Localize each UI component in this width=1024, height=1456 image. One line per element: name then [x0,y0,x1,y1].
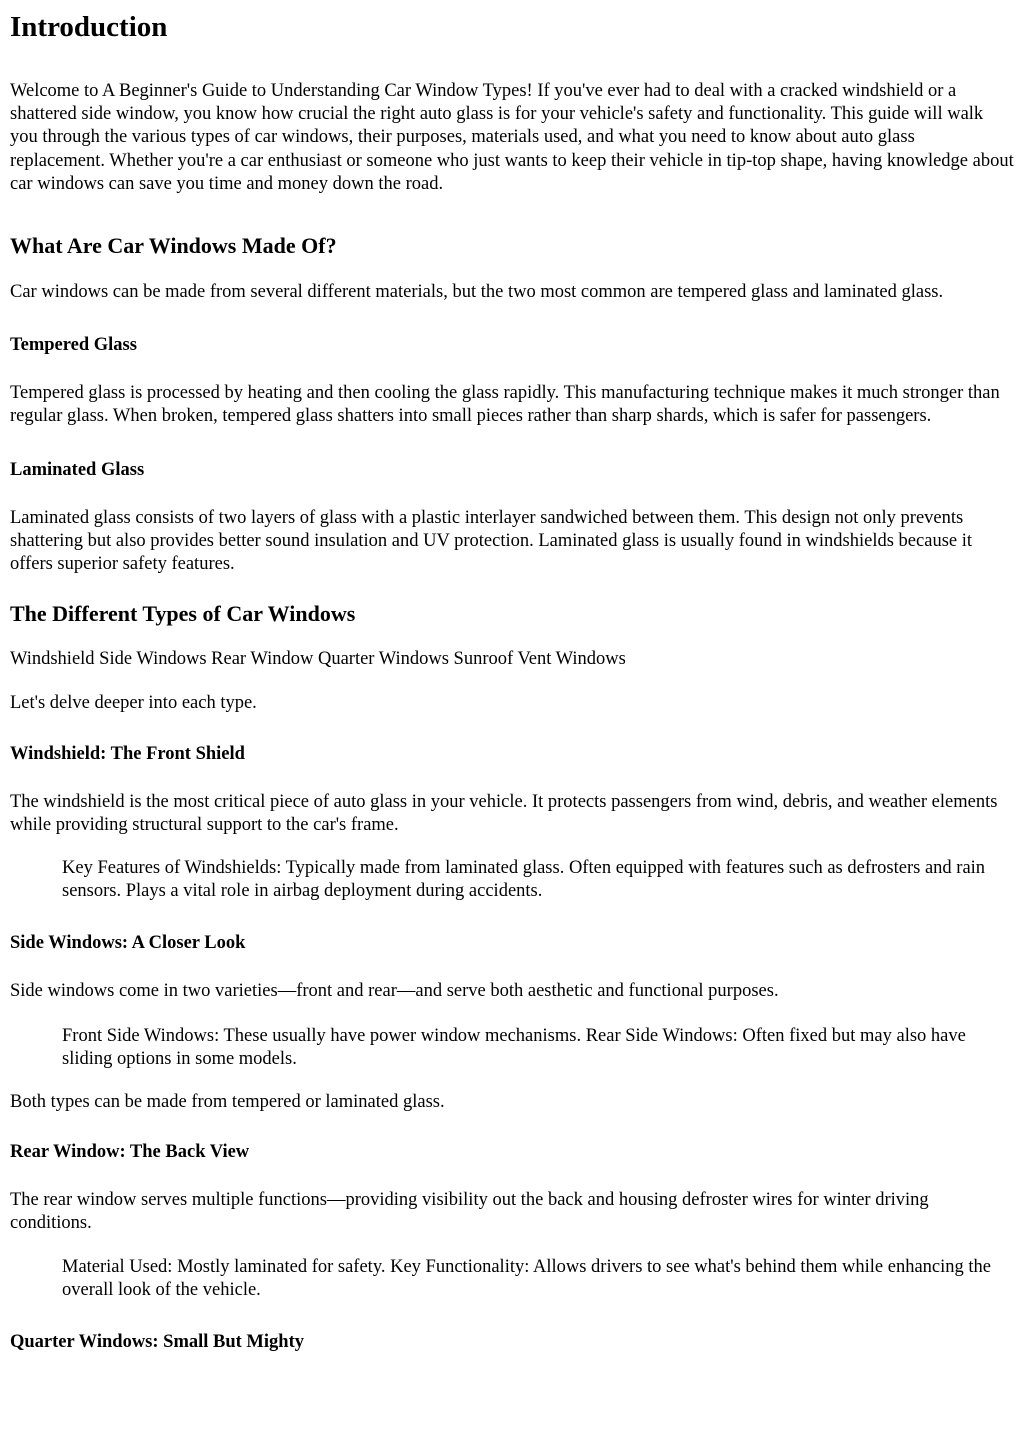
types-list: Windshield Side Windows Rear Window Quarter Windows Sunroof Vent Windows [10,649,626,670]
tempered-paragraph: Tempered glass is processed by heating and then cooling the glass rapidly. This manufacturing technique makes it much stronger than regular glass. When broken, tempered glass shatters into small pieces rather than sharp shards, which is safer for passengers. [10,383,1000,427]
side-heading: Side Windows: A Closer Look [10,933,246,954]
windshield-heading: Windshield: The Front Shield [10,743,245,764]
tempered-heading: Tempered Glass [10,335,137,356]
quarter-heading: Quarter Windows: Small But Mighty [10,1332,304,1353]
side-paragraph: Side windows come in two varieties—front and rear—and serve both aesthetic and functional purposes. [10,981,779,1002]
windshield-features-quote: Key Features of Windshields: Typically made from laminated glass. Often equipped with features such as defrosters and rain sensors. Plays a vital role in airbag deployment during accidents. [62,858,986,902]
rear-quote: Material Used: Mostly laminated for safety. Key Functionality: Allows drivers to see what's behind them while enhancing the overall look of the vehicle. [62,1256,991,1300]
types-heading: The Different Types of Car Windows [10,601,356,627]
article [0,10,1024,1354]
side-quote: Front Side Windows: These usually have power window mechanisms. Rear Side Windows: Often fixed but may also have sliding options in some models. [62,1025,966,1069]
windshield-paragraph: The windshield is the most critical piece of auto glass in your vehicle. It protects passengers from wind, debris, and weather elements while providing structural support to the car's frame. [10,791,998,835]
intro-paragraph: Welcome to A Beginner's Guide to Understanding Car Window Types! If you've ever had to deal with a cracked windshield or a shattered side window, you know how crucial the right auto glass is for your vehicle's safety and functionality. This guide will walk you through the various types of car windows, their purposes, materials used, and what you need to know about auto glass replacement. Whether you're a car enthusiast or someone who just wants to keep their vehicle in tip-top shape, having knowledge about car windows can save you time and money down the road. [10,81,1014,194]
rear-paragraph: The rear window serves multiple functions—providing visibility out the back and housing defroster wires for winter driving conditions. [10,1190,929,1234]
intro-heading: Introduction [10,11,168,43]
types-delve: Let's delve deeper into each type. [10,693,257,714]
rear-heading: Rear Window: The Back View [10,1142,250,1163]
materials-paragraph: Car windows can be made from several different materials, but the two most common are tempered glass and laminated glass. [10,282,944,303]
laminated-paragraph: Laminated glass consists of two layers of glass with a plastic interlayer sandwiched between them. This design not only prevents shattering but also provides better sound insulation and UV protection. Laminated glass is usually found in windshields because it offers superior safety features. [10,507,973,575]
materials-heading: What Are Car Windows Made Of? [10,233,337,259]
laminated-heading: Laminated Glass [10,459,145,480]
side-after: Both types can be made from tempered or laminated glass. [10,1092,445,1113]
